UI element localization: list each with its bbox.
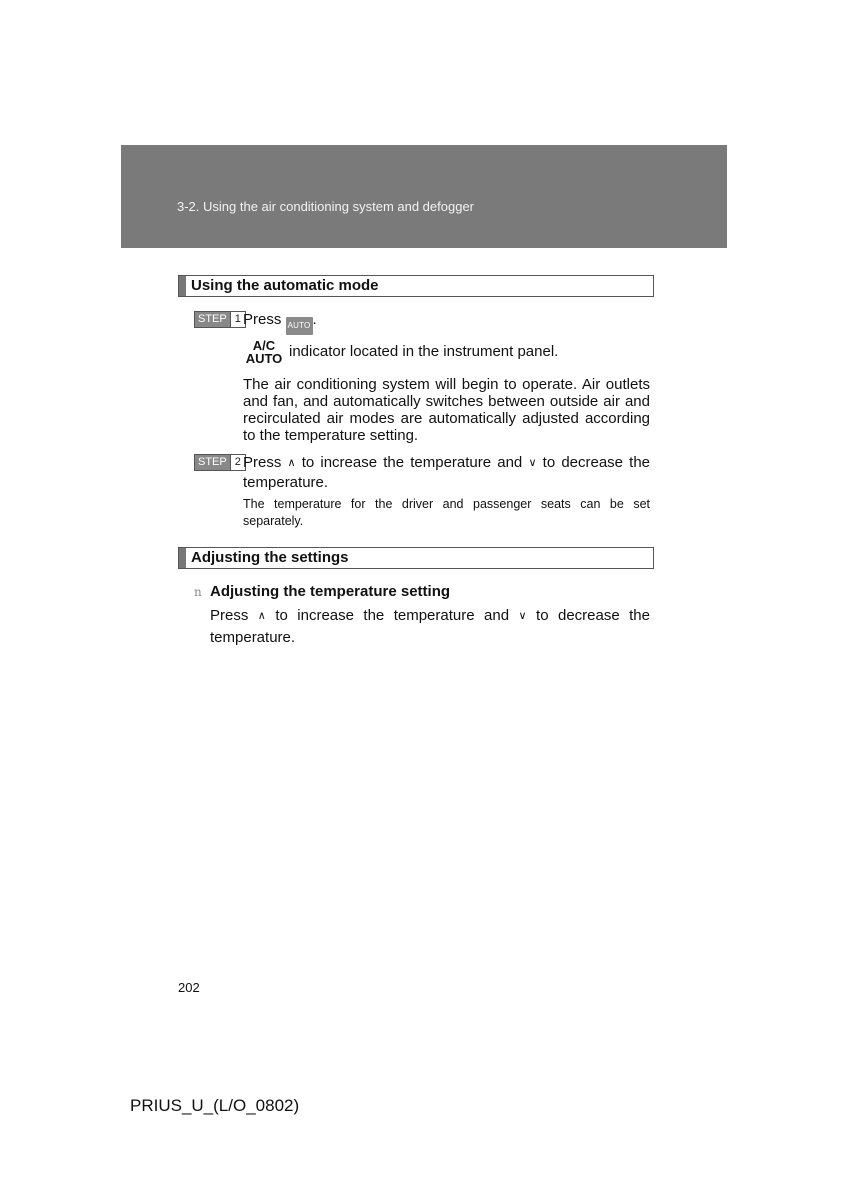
ac-auto-indicator-icon bbox=[243, 339, 285, 365]
section-heading-automatic-mode bbox=[178, 275, 654, 297]
indicator-top-label: A/C bbox=[252, 338, 276, 353]
document-footer-code: PRIUS_U_(L/O_0802) bbox=[130, 1096, 300, 1115]
increase-text: to increase the temperature and bbox=[301, 454, 523, 471]
subheading-temperature-setting: Adjusting the temperature setting bbox=[210, 583, 451, 600]
step-2-badge bbox=[194, 454, 246, 471]
press-text: Press bbox=[243, 311, 282, 328]
step-2-note: The temperature for the driver and passenger seats can be set separately. bbox=[243, 497, 650, 528]
step-1-instruction bbox=[243, 311, 317, 335]
breadcrumb: 3-2. Using the air conditioning system and defogger bbox=[177, 199, 475, 214]
temperature-setting-description bbox=[210, 605, 650, 648]
indicator-bottom-label: AUTO bbox=[245, 351, 283, 366]
press-text: Press bbox=[210, 607, 249, 624]
step-1-badge bbox=[194, 311, 246, 328]
indicator-description: indicator located in the instrument panel. bbox=[289, 343, 559, 360]
auto-button-icon: AUTO bbox=[286, 317, 313, 335]
section-heading-bar bbox=[179, 548, 186, 568]
step-number: 1 bbox=[230, 312, 245, 327]
section-heading-bar bbox=[179, 276, 186, 296]
section-title: Using the automatic mode bbox=[191, 277, 379, 294]
down-arrow-icon: ∨ bbox=[518, 610, 527, 622]
step-1-description: The air conditioning system will begin to operate. Air outlets and fan, and automatically switches between outside air and recirculated air modes are automatically adjusted according to the temperature setting. bbox=[243, 376, 650, 444]
section-title: Adjusting the settings bbox=[191, 549, 349, 566]
page-number: 202 bbox=[178, 980, 200, 995]
down-arrow-icon: ∨ bbox=[528, 457, 537, 469]
increase-text: to increase the temperature and bbox=[275, 607, 510, 624]
step-number: 2 bbox=[230, 455, 245, 470]
up-arrow-icon: ∧ bbox=[287, 457, 296, 469]
step-2-instruction bbox=[243, 453, 650, 493]
decrease-text: to decrease the temperature. bbox=[243, 454, 651, 491]
decrease-text: to decrease the temperature. bbox=[210, 607, 650, 646]
step-label: STEP bbox=[195, 312, 230, 327]
section-heading-adjusting-settings bbox=[178, 547, 654, 569]
step-label: STEP bbox=[195, 455, 230, 470]
bullet-icon: n bbox=[194, 585, 202, 599]
chapter-header-band bbox=[121, 145, 727, 248]
up-arrow-icon: ∧ bbox=[257, 610, 266, 622]
press-text: Press bbox=[243, 454, 282, 471]
period: . bbox=[312, 311, 317, 328]
